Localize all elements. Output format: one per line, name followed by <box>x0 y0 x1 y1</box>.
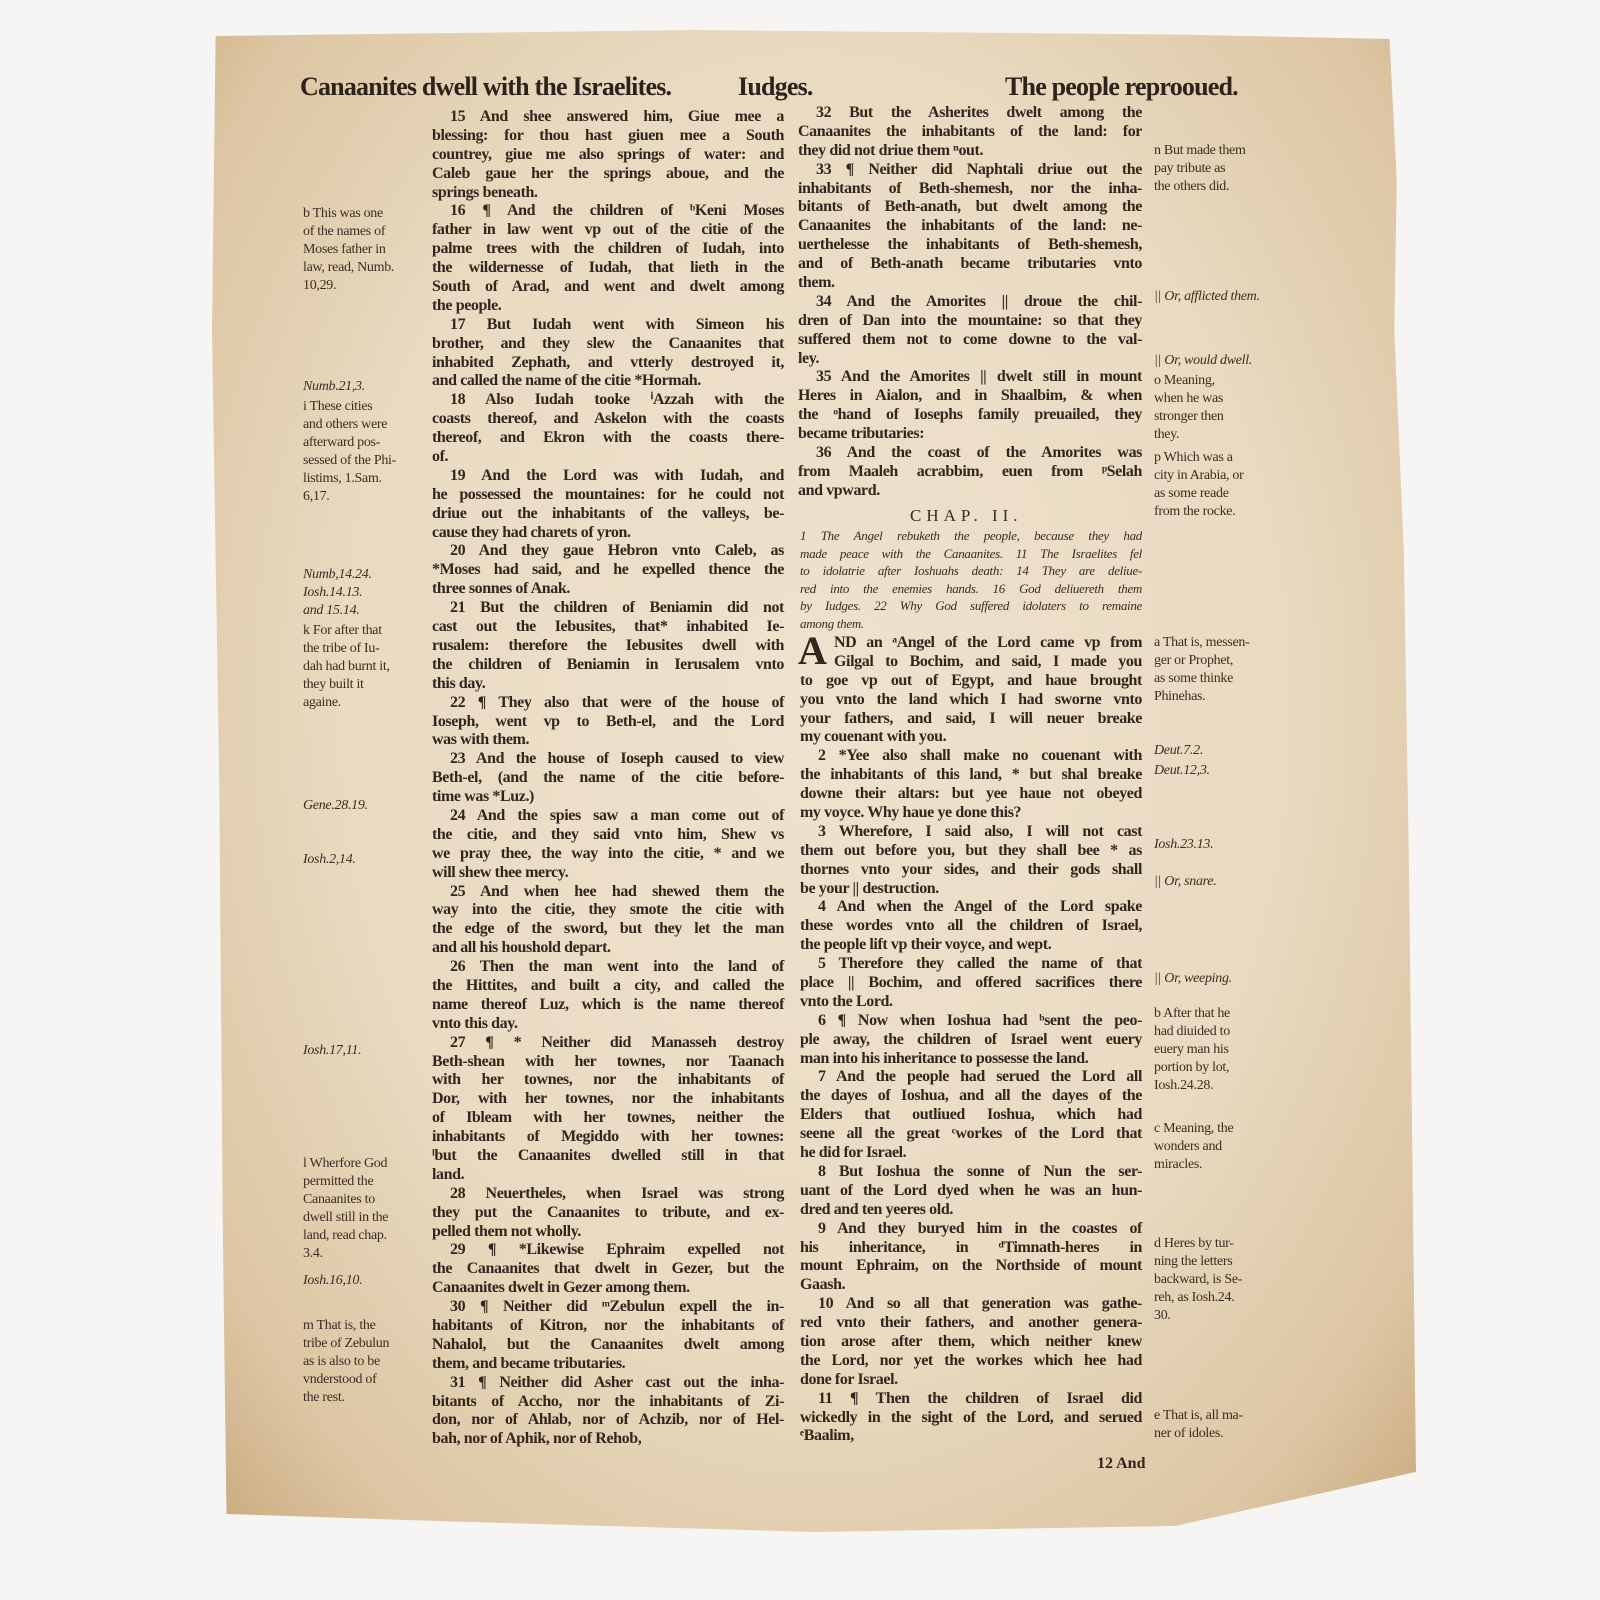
text-line: countrey, giue me also springs of water: and <box>432 145 784 163</box>
text-line: 3 Wherefore, I said also, I will not cast <box>818 822 1142 840</box>
text-line: man into his inheritance to possesse the land. <box>800 1049 1089 1067</box>
right-margin-note: Deut.7.2. <box>1154 743 1204 758</box>
text-line: place || Bochim, and offered sacrifices there <box>800 974 1142 992</box>
text-line: pelled them not wholly. <box>432 1222 582 1240</box>
text-line: among them. <box>800 615 864 631</box>
text-line: Beth-el, (and the name of the citie before- <box>432 769 784 787</box>
text-line: Ioseph, went vp to Beth-el, and the Lord <box>432 712 784 730</box>
text-line: father in law went vp out of the citie of the <box>432 221 784 239</box>
text-line: 2 *Yee also shall make no couenant with <box>818 747 1142 765</box>
text-line: brother, and they slew the Canaanites that <box>432 334 784 352</box>
text-line: red vnto their fathers, and another genera- <box>800 1314 1142 1332</box>
text-line: the wildernesse of Iudah, that lieth in the <box>432 259 784 277</box>
text-line: 18 Also Iudah tooke ⁱAzzah with the <box>450 391 784 409</box>
text-line: *Moses had said, and he expelled thence the <box>432 561 784 579</box>
text-line: bitants of Beth-anath, but dwelt among the <box>798 198 1142 216</box>
text-line: Canaanites the inhabitants of the land: ne- <box>798 217 1142 235</box>
text-line: 34 And the Amorites || droue the chil- <box>816 292 1142 310</box>
text-line: palme trees with the children of Iudah, into <box>432 240 784 258</box>
text-line: Gilgal to Bochim, and said, I made you <box>834 652 1142 670</box>
chapter-heading: CHAP. II. <box>910 506 1023 525</box>
text-line: and of Beth-anath became tributaries vnto <box>798 255 1142 273</box>
text-line: the children of Beniamin in Ierusalem vnto <box>432 655 784 673</box>
text-line: be your || destruction. <box>800 879 939 897</box>
text-line: three sonnes of Anak. <box>432 580 570 598</box>
text-line: he possessed the mountaines: for he could not <box>432 485 784 503</box>
text-line: of Ibleam with her townes, neither the <box>432 1109 784 1127</box>
text-line: the ᵒhand of Iosephs family preuailed, they <box>798 406 1142 424</box>
left-margin-note: i These cities and others were afterward pos- sessed of the Phi- listims, 1.Sam. 6,17. <box>303 399 396 504</box>
right-margin-note: p Which was a city in Arabia, or as some reade from the rocke. <box>1154 450 1244 519</box>
text-line: them. <box>798 274 835 292</box>
text-line: name thereof Luz, which is the name thereof <box>432 995 784 1013</box>
running-head-right: The people reprooued. <box>1005 72 1238 101</box>
text-line: 8 But Ioshua the sonne of Nun the ser- <box>818 1162 1142 1180</box>
right-margin-note: o Meaning, when he was stronger then they. <box>1154 373 1224 442</box>
right-margin-note: || Or, snare. <box>1154 874 1217 889</box>
text-line: 33 ¶ Neither did Naphtali driue out the <box>816 160 1142 178</box>
text-line: Elders that outliued Ioshua, which had <box>800 1106 1142 1124</box>
text-line: they put the Canaanites to tribute, and ex- <box>432 1203 784 1221</box>
text-line: them out before you, but they shall bee * as <box>800 841 1142 859</box>
text-line: 23 And the house of Ioseph caused to view <box>450 750 784 768</box>
text-line: with her townes, nor the inhabitants of <box>432 1071 784 1089</box>
text-line: springs beneath. <box>432 183 538 201</box>
text-line: 22 ¶ They also that were of the house of <box>450 693 784 711</box>
text-line: inhabitants of Beth-shemesh, nor the inha- <box>798 179 1142 197</box>
text-line: your fathers, and said, I will neuer breake <box>800 709 1142 727</box>
text-line: Dor, with her townes, nor the inhabitants <box>432 1090 784 1108</box>
left-margin-note: k For after that the tribe of Iu- dah had burnt it, they built it againe. <box>303 623 390 710</box>
left-margin-note: b This was one of the names of Moses father in law, read, Numb. 10,29. <box>303 206 395 293</box>
left-margin-note: m That is, the tribe of Zebulun as is also to be vnderstood of the rest. <box>303 1318 390 1405</box>
text-line: downe their altars: but yee haue not obeyed <box>800 785 1142 803</box>
text-line: bah, nor of Aphik, nor of Rehob, <box>432 1430 642 1448</box>
right-margin-note: || Or, afflicted them. <box>1154 289 1260 304</box>
text-line: them, and became tributaries. <box>432 1354 626 1372</box>
text-line: to idolatrie after Ioshuahs death: 14 They are deliue- <box>800 563 1142 578</box>
text-line: way into the citie, they smote the citie with <box>432 901 784 919</box>
text-line: and all his houshold depart. <box>432 939 611 957</box>
text-line: Heres in Aialon, and in Shaalbim, & when <box>798 387 1142 405</box>
running-head-book: Iudges. <box>738 72 813 101</box>
text-line: 5 Therefore they called the name of that <box>818 955 1142 973</box>
left-margin-note: Iosh.17,11. <box>303 1043 362 1058</box>
text-line: the citie, and they said vnto him, Shew vs <box>432 825 784 843</box>
text-line: 7 And the people had serued the Lord all <box>818 1068 1142 1086</box>
text-line: 31 ¶ Neither did Asher cast out the inha- <box>450 1373 784 1391</box>
drop-cap: A <box>798 628 827 673</box>
text-line: the people lift vp their voyce, and wept. <box>800 936 1052 954</box>
right-margin-note: || Or, would dwell. <box>1154 353 1253 368</box>
text-line: Canaanites dwelt in Gezer among them. <box>432 1279 690 1297</box>
text-line: dred and ten yeeres old. <box>800 1200 953 1218</box>
left-margin-note: Numb,14.24. Iosh.14.13. and 15.14. <box>303 567 372 618</box>
text-line: done for Israel. <box>800 1370 898 1388</box>
text-line: this day. <box>432 674 486 692</box>
text-line: ple away, the children of Israel went euery <box>800 1030 1142 1048</box>
text-line: time was *Luz.) <box>432 788 534 806</box>
text-line: the people. <box>432 296 502 314</box>
text-line: thereof, and Ekron with the coasts there- <box>432 429 784 447</box>
text-line: and vpward. <box>798 481 880 499</box>
left-margin-note: Iosh.16,10. <box>303 1273 363 1288</box>
text-line: Beth-shean with her townes, nor Taanach <box>432 1052 784 1070</box>
text-line: 20 And they gaue Hebron vnto Caleb, as <box>450 542 784 560</box>
text-line: land. <box>432 1165 465 1183</box>
text-line: to goe vp out of Egypt, and haue brought <box>800 671 1142 689</box>
text-line: we pray thee, the way into the citie, * and we <box>432 844 784 862</box>
text-line: suffered them not to come downe to the val- <box>798 330 1142 348</box>
left-margin-note: Gene.28.19. <box>303 798 368 813</box>
text-line: by Iudges. 22 Why God suffered idolaters to remaine <box>800 598 1142 613</box>
right-margin-note: d Heres by tur- ning the letters backward, is Se- reh, as Iosh.24. 30. <box>1154 1236 1243 1323</box>
text-line: 21 But the children of Beniamin did not <box>450 599 784 617</box>
catchword: 12 And <box>1097 1455 1146 1472</box>
text-line: ley. <box>798 349 820 367</box>
right-margin-note: c Meaning, the wonders and miracles. <box>1154 1121 1234 1172</box>
text-line: 29 ¶ *Likewise Ephraim expelled not <box>450 1241 784 1259</box>
text-line: these wordes vnto all the children of Israel, <box>800 917 1142 935</box>
text-column-2-top <box>798 104 1142 501</box>
text-line: 4 And when the Angel of the Lord spake <box>818 898 1142 916</box>
text-line: bitants of Accho, nor the inhabitants of Zi- <box>432 1392 784 1410</box>
text-line: habitants of Kitron, nor the inhabitants of <box>432 1317 784 1334</box>
text-line: tion arose after them, which neither knew <box>800 1332 1142 1350</box>
text-line: you vnto the land which I had sworne vnto <box>800 690 1142 708</box>
right-margin-note: n But made them pay tribute as the others did. <box>1154 143 1246 194</box>
text-line: made peace with the Canaanites. 11 The Israelites fel <box>800 545 1142 561</box>
text-line: he did for Israel. <box>800 1144 907 1162</box>
text-line: rusalem: therefore the Iebusites dwell with <box>432 636 784 654</box>
text-line: the inhabitants of this land, * but shal breake <box>800 766 1142 784</box>
text-line: the Lord, nor yet the workes which hee had <box>800 1351 1142 1369</box>
text-line: thornes vnto your sides, and their gods shall <box>800 860 1142 878</box>
text-line: his inheritance, in ᵈTimnath-heres in <box>800 1238 1142 1256</box>
running-head-left: Canaanites dwell with the Israelites. <box>300 72 672 101</box>
text-line: uerthelesse the inhabitants of Beth-shemesh, <box>798 236 1142 254</box>
text-line: dren of Dan into the mountaine: so that they <box>798 311 1142 329</box>
text-line: 24 And the spies saw a man come out of <box>450 806 784 824</box>
text-line: cast out the Iebusites, that* inhabited Ie- <box>432 618 784 636</box>
text-line: 17 But Iudah went with Simeon his <box>450 315 784 333</box>
text-line: the Hittites, and built a city, and called the <box>432 976 784 994</box>
right-margin-note: Iosh.23.13. <box>1154 837 1214 852</box>
text-line: 26 Then the man went into the land of <box>450 958 784 976</box>
text-line: was with them. <box>432 731 530 749</box>
text-line: Nahalol, but the Canaanites dwelt among <box>432 1335 784 1353</box>
text-line: South of Arad, and went and dwelt among <box>432 278 784 296</box>
text-line: 32 But the Asherites dwelt among the <box>816 104 1142 121</box>
text-line: they did not driue them ⁿout. <box>798 141 984 159</box>
text-line: 27 ¶ * Neither did Manasseh destroy <box>450 1033 784 1051</box>
text-line: will shew thee mercy. <box>432 863 569 881</box>
text-line: 30 ¶ Neither did ᵐZebulun expell the in- <box>450 1298 784 1316</box>
left-margin-note: Numb.21,3. <box>303 379 365 394</box>
text-line: cause they had charets of yron. <box>432 523 631 541</box>
text-line: 16 ¶ And the children of ᵇKeni Moses <box>450 202 784 220</box>
text-line: blessing: for thou hast giuen mee a South <box>432 126 784 144</box>
text-line: of. <box>432 448 449 466</box>
text-line: red into the enemies hands. 16 God deliuereth them <box>800 580 1142 596</box>
text-line: 11 ¶ Then the children of Israel did <box>818 1389 1142 1407</box>
text-line: from Maaleh acrabbim, euen from ᵖSelah <box>798 462 1142 480</box>
text-column-1 <box>432 108 784 1449</box>
text-line: Caleb gaue her the springs aboue, and the <box>432 164 784 182</box>
text-line: my couenant with you. <box>800 728 947 746</box>
text-line: 9 And they buryed him in the coastes of <box>818 1219 1142 1237</box>
text-line: 19 And the Lord was with Iudah, and <box>450 466 784 484</box>
text-line: vnto this day. <box>432 1014 518 1032</box>
text-line: Canaanites the inhabitants of the land: for <box>798 122 1142 140</box>
text-line: the dayes of Ioshua, and all the dayes of the <box>800 1087 1142 1105</box>
text-line: 6 ¶ Now when Ioshua had ᵇsent the peo- <box>818 1011 1142 1029</box>
text-line: driue out the inhabitants of the valleys, be- <box>432 504 784 522</box>
text-line: mount Ephraim, on the Northside of mount <box>800 1257 1142 1275</box>
text-line: 36 And the coast of the Amorites was <box>816 444 1142 462</box>
text-line: 1 The Angel rebuketh the people, because they had <box>800 528 1142 543</box>
text-line: uant of the Lord dyed when he was an hun- <box>800 1181 1142 1199</box>
right-margin-note: b After that he had diuided to euery man his portion by lot, Iosh.24.28. <box>1154 1006 1230 1093</box>
left-margin-note: Iosh.2,14. <box>303 852 356 867</box>
text-line: became tributaries: <box>798 425 925 443</box>
text-line: 25 And when hee had shewed them the <box>450 882 784 900</box>
text-line: and called the name of the citie *Hormah. <box>432 372 701 390</box>
text-line: seene all the great ᶜworkes of the Lord that <box>800 1125 1142 1143</box>
chapter-summary <box>800 527 1142 632</box>
right-margin-note: a That is, messen- ger or Prophet, as some thinke Phinehas. <box>1154 635 1250 704</box>
left-margin-note: l Wherfore God permitted the Canaanites to dwell still in the land, read chap. 3.4. <box>303 1156 389 1261</box>
text-line: the Canaanites that dwelt in Gezer, but the <box>432 1260 784 1278</box>
right-margin-note: || Or, weeping. <box>1154 971 1232 986</box>
right-margin-note: Deut.12,3. <box>1154 763 1210 778</box>
text-line: 15 And shee answered him, Giue mee a <box>450 108 784 125</box>
text-line: ᵉBaalim, <box>800 1427 854 1445</box>
text-line: inhabited Zephath, and vtterly destroyed it, <box>432 353 784 371</box>
text-line: inhabitants of Megiddo with her townes: <box>432 1128 784 1146</box>
text-line: 28 Neuertheles, when Israel was strong <box>450 1184 784 1202</box>
text-line: vnto the Lord. <box>800 992 893 1010</box>
text-line: Gaash. <box>800 1276 846 1294</box>
right-margin-note: e That is, all ma- ner of idoles. <box>1154 1408 1243 1441</box>
text-line: ND an ᵃAngel of the Lord came vp from <box>834 634 1142 651</box>
text-line: wickedly in the sight of the Lord, and serued <box>800 1408 1142 1426</box>
text-column-2-body <box>798 628 1142 1446</box>
text-line: 10 And so all that generation was gathe- <box>818 1295 1142 1313</box>
text-line: the edge of the sword, but they let the man <box>432 920 784 938</box>
text-line: my voyce. Why haue ye done this? <box>800 804 1022 822</box>
text-line: coasts thereof, and Askelon with the coasts <box>432 410 784 428</box>
text-line: ˡbut the Canaanites dwelled still in that <box>432 1146 784 1164</box>
text-line: 35 And the Amorites || dwelt still in mount <box>816 368 1142 386</box>
text-line: don, nor of Ahlab, nor of Achzib, nor of Hel- <box>432 1411 784 1429</box>
